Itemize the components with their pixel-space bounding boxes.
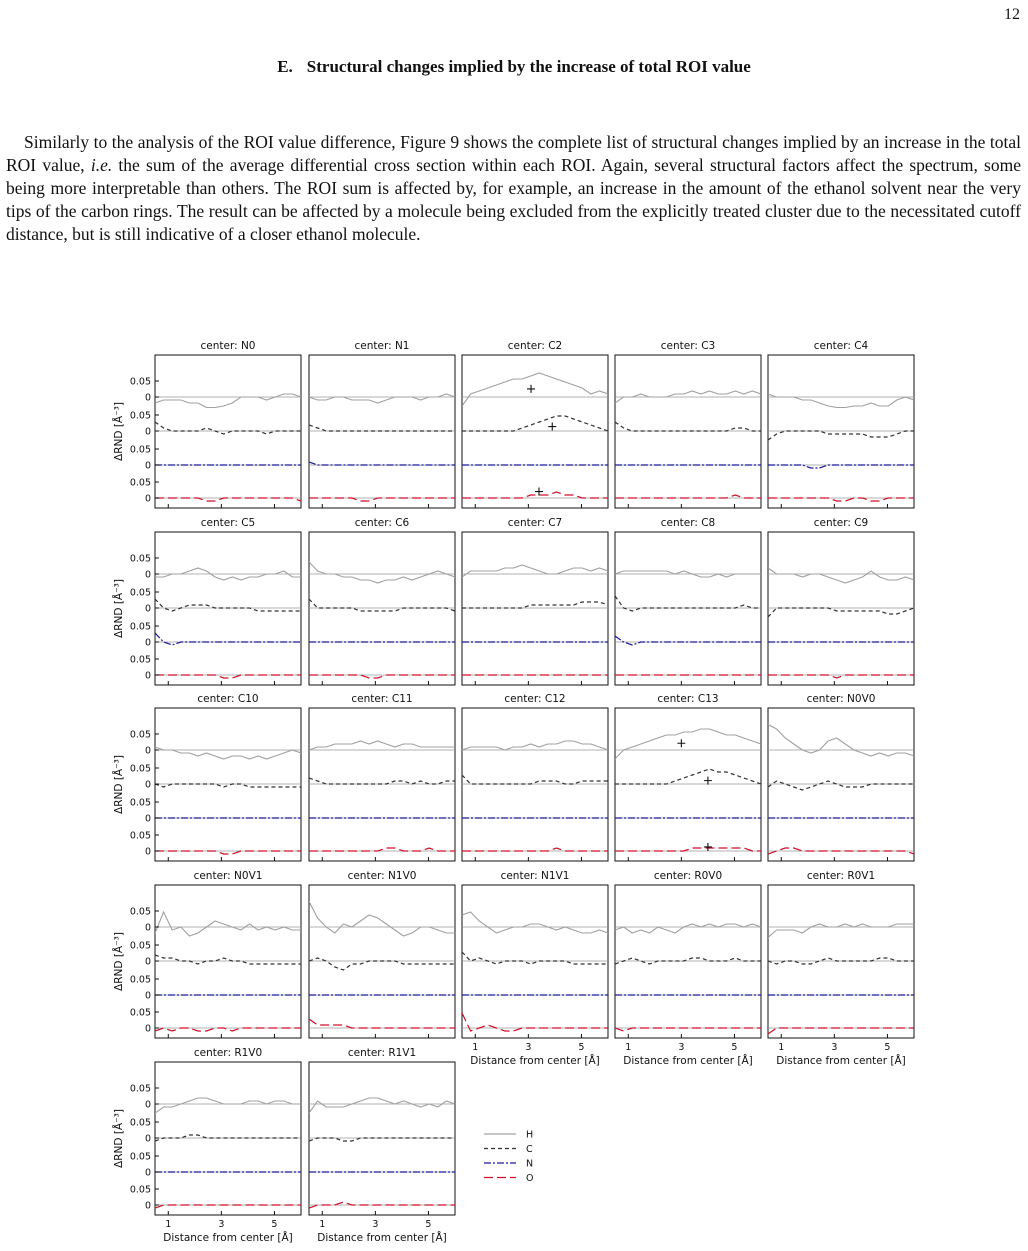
- series-c: [462, 416, 608, 431]
- paragraph-segment: the sum of the average differential cross section within each ROI. Again, several structural factors affect the spectrum, some being more interpretable than others. The ROI sum is affected by, for example, an increase in the amount of the ethanol solvent near the very tips of the carbon rings. The result can be affected by a molecule being excluded from the explicitly treated cluster due to the necessitated cutoff distance, but is still indicative of a closer ethanol molecule.: [6, 155, 1021, 244]
- series-c: [155, 599, 301, 611]
- x-axis-label: Distance from center [Å]: [317, 1232, 447, 1244]
- series-c: [768, 781, 914, 790]
- series-o: [615, 848, 761, 851]
- panel-title: center: C9: [813, 517, 869, 529]
- panel: [768, 870, 914, 1067]
- panel: [768, 693, 914, 861]
- panel: [112, 870, 301, 1038]
- panel-title: center: N1V1: [500, 870, 570, 882]
- series-c: [615, 769, 761, 784]
- x-axis-label: Distance from center [Å]: [623, 1055, 753, 1067]
- panel: [768, 517, 914, 685]
- panel: [112, 517, 301, 685]
- y-tick-label: 0: [144, 922, 151, 934]
- series-o: [615, 1028, 761, 1031]
- series-o: [768, 1028, 914, 1034]
- plus-marker: [527, 385, 535, 393]
- panel-title: center: R1V1: [347, 1047, 417, 1059]
- legend-label: O: [526, 1173, 534, 1184]
- x-tick-label: 3: [218, 1219, 225, 1230]
- y-tick-label: 0.05: [129, 940, 151, 952]
- series-o: [309, 498, 455, 501]
- panel: [615, 693, 761, 861]
- series-c: [155, 784, 301, 787]
- panel: [309, 517, 455, 685]
- panel: [309, 870, 455, 1038]
- y-tick-label: 0: [144, 956, 151, 968]
- panel-title: center: C2: [507, 340, 563, 352]
- series-h: [615, 729, 761, 759]
- panel-title: center: C8: [660, 517, 716, 529]
- series-c: [309, 599, 455, 611]
- y-tick-label: 0.05: [129, 763, 151, 775]
- series-c: [309, 778, 455, 784]
- y-axis-label: ΔRND [Å⁻³]: [113, 579, 125, 638]
- y-tick-label: 0: [144, 460, 151, 472]
- series-c: [309, 958, 455, 970]
- series-h: [309, 902, 455, 937]
- x-tick-label: 1: [778, 1042, 785, 1053]
- panel-title: center: N0V0: [806, 693, 876, 705]
- series-o: [768, 675, 914, 678]
- plus-marker: [704, 843, 712, 851]
- series-h: [309, 741, 455, 750]
- page-number: 12: [1004, 6, 1020, 23]
- panel: [309, 693, 455, 861]
- legend: [484, 1130, 533, 1185]
- x-tick-label: 3: [525, 1042, 532, 1053]
- x-axis-label: Distance from center [Å]: [470, 1055, 600, 1067]
- series-n: [309, 462, 455, 465]
- panel-frame: [768, 532, 914, 685]
- series-n: [768, 465, 914, 468]
- series-h: [462, 741, 608, 750]
- y-tick-label: 0: [144, 493, 151, 505]
- y-tick-label: 0.05: [129, 729, 151, 741]
- panel-title: center: C6: [354, 517, 410, 529]
- series-h: [309, 394, 455, 403]
- y-tick-label: 0.05: [129, 797, 151, 809]
- series-c: [155, 955, 301, 964]
- x-tick-label: 1: [472, 1042, 479, 1053]
- panel-title: center: C5: [200, 517, 256, 529]
- series-o: [155, 675, 301, 678]
- panel: [309, 340, 455, 508]
- x-tick-label: 1: [625, 1042, 632, 1053]
- y-tick-label: 0.05: [129, 1117, 151, 1129]
- y-tick-label: 0: [144, 569, 151, 581]
- panel: [615, 340, 761, 508]
- plus-marker: [704, 777, 712, 785]
- y-tick-label: 0.05: [129, 974, 151, 986]
- y-axis-label: ΔRND [Å⁻³]: [113, 1109, 125, 1168]
- x-tick-label: 5: [578, 1042, 585, 1053]
- y-tick-label: 0.05: [129, 1007, 151, 1019]
- y-tick-label: 0: [144, 603, 151, 615]
- series-h: [768, 924, 914, 938]
- series-c: [309, 425, 455, 431]
- y-tick-label: 0.05: [129, 621, 151, 633]
- panel-title: center: N0: [200, 340, 256, 352]
- series-h: [309, 562, 455, 583]
- panel-title: center: C7: [507, 517, 563, 529]
- series-o: [309, 848, 455, 851]
- series-o: [462, 492, 608, 498]
- x-tick-label: 3: [372, 1219, 379, 1230]
- series-c: [155, 422, 301, 434]
- panel-title: center: C11: [351, 693, 413, 705]
- panel-title: center: C13: [657, 693, 719, 705]
- panel: [112, 693, 301, 861]
- y-tick-label: 0: [144, 670, 151, 682]
- paragraph-segment: i.e.: [90, 155, 113, 175]
- series-h: [155, 912, 301, 936]
- series-c: [462, 602, 608, 608]
- panel-frame: [768, 708, 914, 861]
- x-tick-label: 5: [271, 1219, 278, 1230]
- series-h: [462, 373, 608, 406]
- panel: [615, 870, 761, 1067]
- series-h: [309, 1098, 455, 1113]
- series-c: [768, 608, 914, 617]
- series-c: [462, 952, 608, 964]
- y-tick-label: 0: [144, 1167, 151, 1179]
- y-tick-label: 0: [144, 846, 151, 858]
- series-o: [615, 495, 761, 498]
- panel-title: center: R0V0: [653, 870, 723, 882]
- x-tick-label: 5: [425, 1219, 432, 1230]
- y-tick-label: 0: [144, 392, 151, 404]
- series-n: [615, 636, 761, 645]
- panel-title: center: N1V0: [347, 870, 417, 882]
- series-o: [155, 498, 301, 501]
- panel-frame: [615, 885, 761, 1038]
- panel: [768, 340, 914, 508]
- paragraph-segment: Similarly to the analysis of the ROI value difference, Figure 9 shows the complete list of structural changes implied by an increase in the total ROI value,: [6, 132, 1021, 175]
- series-c: [768, 431, 914, 440]
- legend-label: C: [526, 1144, 533, 1155]
- series-h: [615, 924, 761, 933]
- series-o: [309, 1019, 455, 1028]
- x-axis-label: Distance from center [Å]: [776, 1055, 906, 1067]
- y-tick-label: 0: [144, 1099, 151, 1111]
- panel-title: center: C12: [504, 693, 566, 705]
- panel: [112, 340, 301, 508]
- panel: [112, 1047, 301, 1244]
- panel: [309, 1047, 455, 1244]
- panel-frame: [462, 708, 608, 861]
- panel-title: center: C4: [813, 340, 869, 352]
- series-h: [155, 1098, 301, 1113]
- x-tick-label: 1: [319, 1219, 326, 1230]
- x-tick-label: 5: [884, 1042, 891, 1053]
- series-c: [615, 596, 761, 611]
- series-o: [462, 848, 608, 851]
- panel-frame: [462, 885, 608, 1038]
- section-number: E.: [277, 57, 293, 76]
- series-c: [462, 775, 608, 784]
- series-o: [155, 1028, 301, 1031]
- panel-title: center: R0V1: [806, 870, 876, 882]
- panel: [462, 693, 608, 861]
- x-tick-label: 1: [165, 1219, 172, 1230]
- series-o: [155, 1205, 301, 1208]
- y-tick-label: 0.05: [129, 587, 151, 599]
- plus-marker: [548, 423, 556, 431]
- series-c: [309, 1138, 455, 1141]
- y-tick-label: 0.05: [129, 654, 151, 666]
- series-o: [768, 498, 914, 501]
- y-tick-label: 0: [144, 426, 151, 438]
- x-tick-label: 3: [678, 1042, 685, 1053]
- panel: [615, 517, 761, 685]
- panel: [462, 870, 608, 1067]
- y-tick-label: 0.05: [129, 444, 151, 456]
- y-tick-label: 0: [144, 637, 151, 649]
- y-tick-label: 0.05: [129, 477, 151, 489]
- y-tick-label: 0: [144, 779, 151, 791]
- y-tick-label: 0: [144, 1133, 151, 1145]
- y-tick-label: 0.05: [129, 376, 151, 388]
- series-o: [155, 851, 301, 854]
- series-h: [155, 747, 301, 759]
- y-tick-label: 0.05: [129, 553, 151, 565]
- panel: [462, 340, 608, 508]
- legend-label: N: [526, 1158, 534, 1170]
- y-tick-label: 0.05: [129, 830, 151, 842]
- x-axis-label: Distance from center [Å]: [163, 1232, 293, 1244]
- panel: [462, 517, 608, 685]
- legend-label: H: [526, 1129, 534, 1141]
- panel-title: center: C10: [197, 693, 259, 705]
- y-tick-label: 0.05: [129, 410, 151, 422]
- series-h: [155, 394, 301, 408]
- panel-title: center: N0V1: [193, 870, 263, 882]
- y-tick-label: 0: [144, 1023, 151, 1035]
- y-tick-label: 0: [144, 813, 151, 825]
- plus-marker: [535, 488, 543, 496]
- plus-marker: [677, 739, 685, 747]
- y-tick-label: 0: [144, 745, 151, 757]
- y-axis-label: ΔRND [Å⁻³]: [113, 402, 125, 461]
- panel-title: center: N1: [354, 340, 410, 352]
- series-c: [615, 422, 761, 431]
- panel-title: center: C3: [660, 340, 716, 352]
- panel-frame: [155, 885, 301, 1038]
- y-tick-label: 0.05: [129, 1083, 151, 1095]
- series-h: [462, 565, 608, 577]
- y-tick-label: 0.05: [129, 1151, 151, 1163]
- y-axis-label: ΔRND [Å⁻³]: [113, 932, 125, 991]
- y-axis-label: ΔRND [Å⁻³]: [113, 755, 125, 814]
- y-tick-label: 0: [144, 1200, 151, 1212]
- panel-title: center: R1V0: [193, 1047, 263, 1059]
- y-tick-label: 0.05: [129, 906, 151, 918]
- series-n: [155, 633, 301, 645]
- y-tick-label: 0: [144, 990, 151, 1002]
- section-title: Structural changes implied by the increase of total ROI value: [306, 57, 751, 76]
- x-tick-label: 5: [731, 1042, 738, 1053]
- series-h: [768, 725, 914, 757]
- series-h: [768, 568, 914, 583]
- series-o: [309, 675, 455, 678]
- series-h: [768, 394, 914, 408]
- x-tick-label: 3: [831, 1042, 838, 1053]
- y-tick-label: 0.05: [129, 1184, 151, 1196]
- series-h: [462, 912, 608, 933]
